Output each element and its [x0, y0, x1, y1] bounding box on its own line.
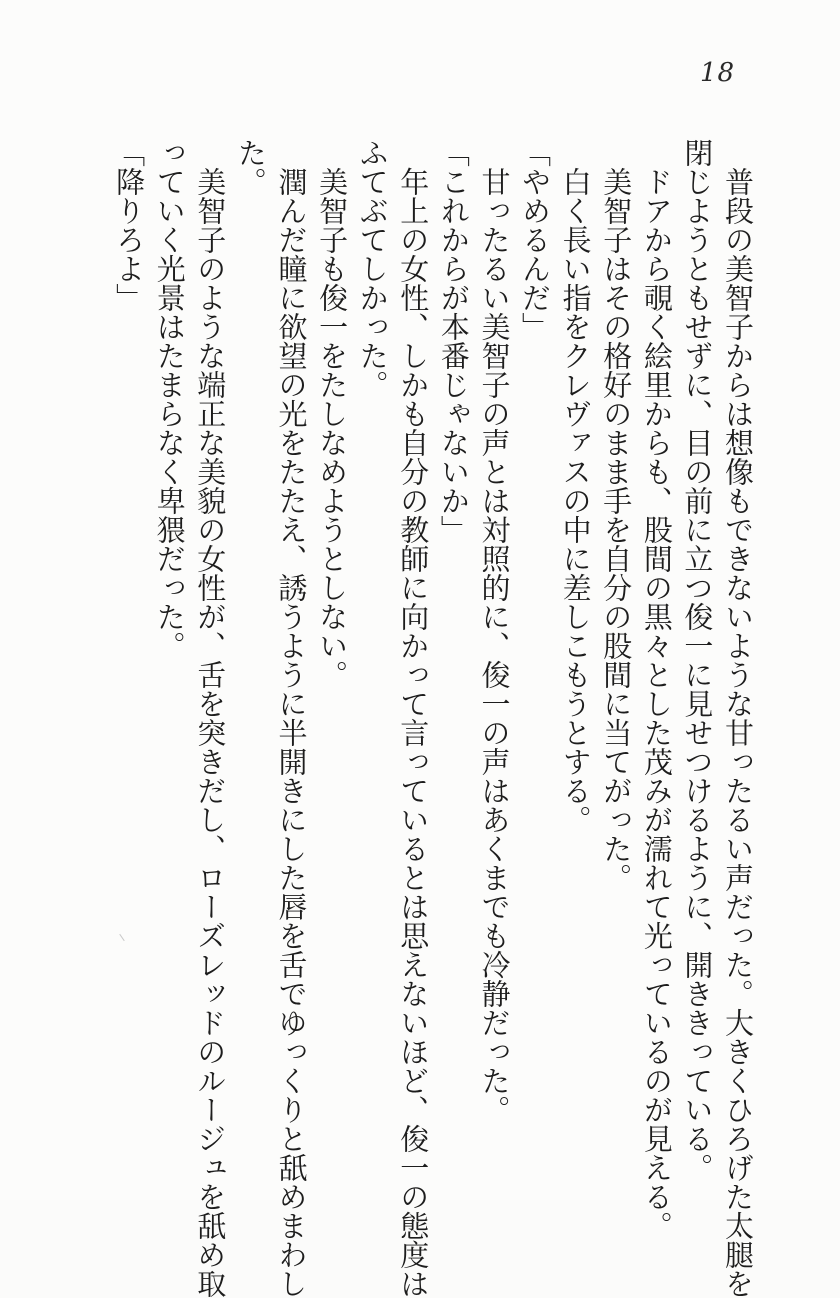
text-line: 普段の美智子からは想像もできないような甘ったるい声だった。大きくひろげた太腿を [721, 138, 755, 1298]
text-line: 「これからが本番じゃないか」 [436, 138, 471, 544]
body-text [112, 138, 758, 1298]
text-line: 閉じようともせずに、目の前に立つ俊一に見せつけるように、開ききっている。 [680, 138, 715, 1182]
text-line: ふてぶてしかった。 [355, 138, 390, 399]
text-line: 「降りろよ」 [112, 138, 147, 312]
text-line: っていく光景はたまらなく卑猥だった。 [152, 138, 187, 660]
text-line: 「やめるんだ」 [518, 138, 553, 341]
page-number: 18 [700, 58, 736, 88]
text-line: 美智子のような端正な美貌の女性が、舌を突きだし、ローズレッドのルージュを舐め取 [193, 138, 228, 1298]
text-line: た。 [233, 138, 268, 196]
text-line: 美智子はその格好のまま手を自分の股間に当てがった。 [599, 138, 634, 892]
text-line: 甘ったるい美智子の声とは対照的に、俊一の声はあくまでも冷静だった。 [477, 138, 512, 1124]
text-line: 美智子も俊一をたしなめようとしない。 [315, 138, 350, 689]
text-line: 白く長い指をクレヴァスの中に差しこもうとする。 [558, 138, 593, 834]
text-line: 潤んだ瞳に欲望の光をたたえ、誘うように半開きにした唇を舌でゆっくりと舐めまわし [274, 138, 309, 1298]
text-line: 年上の女性、しかも自分の教師に向かって言っているとは思えないほど、俊一の態度は [396, 138, 431, 1298]
text-line: ドアから覗く絵里からも、股間の黒々とした茂みが濡れて光っているのが見える。 [639, 138, 674, 1240]
